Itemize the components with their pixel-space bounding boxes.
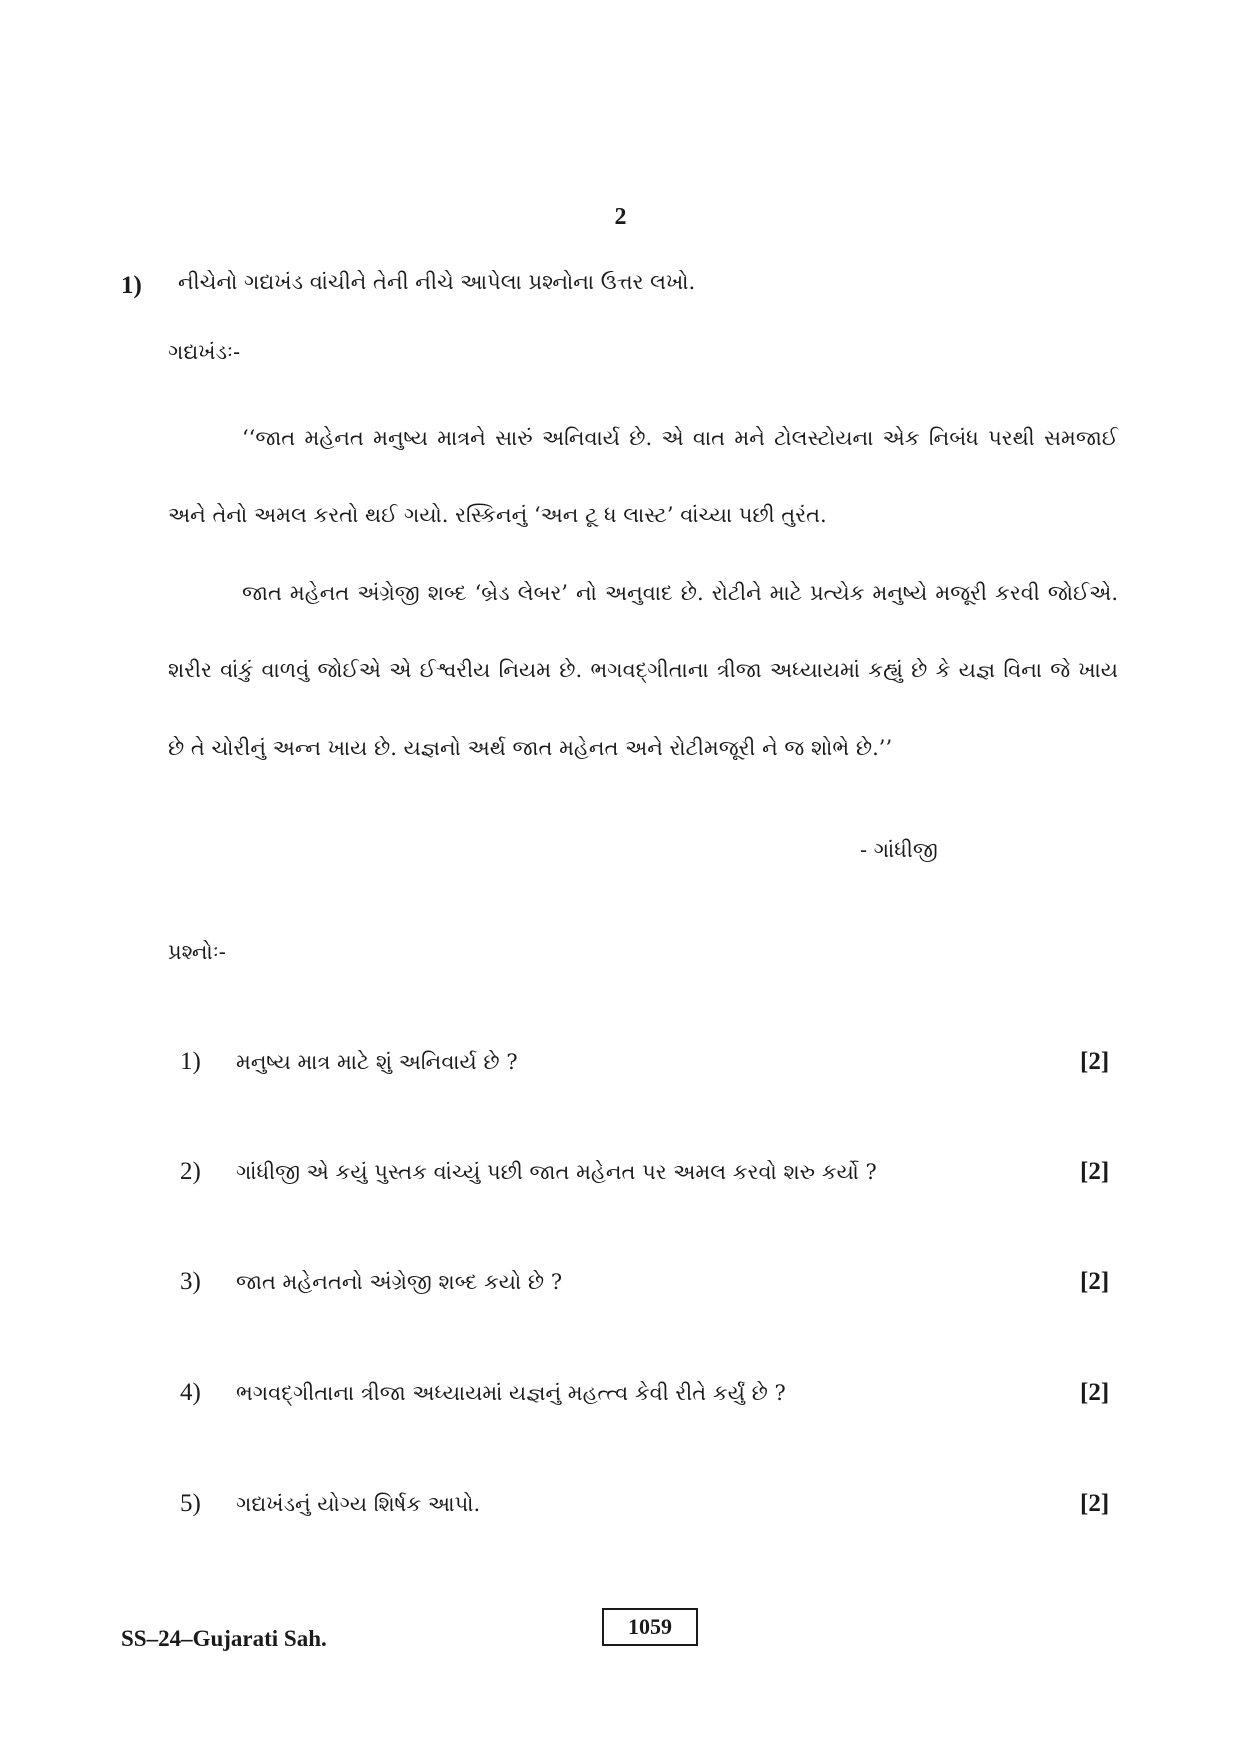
sub-question-3-number: 3) xyxy=(180,1268,201,1295)
sub-question-1-marks: [2] xyxy=(1080,1048,1110,1075)
passage-label: ગદ્યખંડઃ- xyxy=(168,340,241,364)
sub-question-4-marks: [2] xyxy=(1080,1379,1110,1406)
sub-question-3-text: જાત મહેનતનો અંગ્રેજી શબ્દ કયો છે ? xyxy=(236,1270,563,1294)
sub-question-1-number: 1) xyxy=(180,1048,201,1075)
passage-author: - ગાંધીજી xyxy=(860,838,938,862)
sub-question-2-number: 2) xyxy=(180,1158,201,1185)
questions-label: પ્રશ્નોઃ- xyxy=(168,940,226,964)
passage-line-3: જાત મહેનત અંગ્રેજી શબ્દ ‘બ્રેડ લેબર’ નો અનુવાદ છે. રોટીને માટે પ્રત્યેક મનુષ્યે મજૂરી કરવી જોઈએ. xyxy=(242,581,1118,605)
question-instruction: નીચેનો ગદ્યખંડ વાંચીને તેની નીચે આપેલા પ્રશ્નોના ઉત્તર લખો. xyxy=(178,270,696,294)
sub-question-4-text: ભગવદ્ગીતાના ત્રીજા અધ્યાયમાં યજ્ઞનું મહત્ત્વ કેવી રીતે કર્યું છે ? xyxy=(236,1381,786,1405)
sub-question-1-text: મનુષ્ય માત્ર માટે શું અનિવાર્ય છે ? xyxy=(236,1050,518,1074)
sub-question-3-marks: [2] xyxy=(1080,1268,1110,1295)
passage-line-2: અને તેનો અમલ કરતો થઈ ગયો. રસ્કિનનું ‘અન ટૂ ધ લાસ્ટ’ વાંચ્યા પછી તુરંત. xyxy=(168,503,827,527)
sub-question-2-text: ગાંધીજી એ કયું પુસ્તક વાંચ્યું પછી જાત મહેનત પર અમલ કરવો શરુ કર્યો ? xyxy=(236,1160,877,1184)
passage-line-5: છે તે ચોરીનું અન્ન ખાય છે. યજ્ઞનો અર્થ જાત મહેનત અને રોટીમજૂરી ને જ શોભે છે.’’ xyxy=(168,736,893,760)
page-code-box: 1059 xyxy=(602,1608,698,1646)
sub-question-5-number: 5) xyxy=(180,1490,201,1517)
sub-question-2-marks: [2] xyxy=(1080,1158,1110,1185)
passage-line-4: શરીર વાંકું વાળવું જોઈએ એ ઈશ્વરીય નિયમ છે. ભગવદ્ગીતાના ત્રીજા અધ્યાયમાં કહ્યું છે કે યજ્ઞ વિના જે ખાય xyxy=(168,658,1118,682)
passage-line-1: ‘‘જાત મહેનત મનુષ્ય માત્રને સારું અનિવાર્ય છે. એ વાત મને ટોલસ્ટોયના એક નિબંધ પરથી સમજાઈ xyxy=(242,426,1118,450)
sub-question-4-number: 4) xyxy=(180,1379,201,1406)
sub-question-5-text: ગદ્યખંડનું યોગ્ય શિર્ષક આપો. xyxy=(236,1492,481,1516)
page-number: 2 xyxy=(614,204,627,230)
paper-code: SS–24–Gujarati Sah. xyxy=(121,1626,327,1651)
sub-question-5-marks: [2] xyxy=(1080,1490,1110,1517)
question-number: 1) xyxy=(121,272,142,299)
